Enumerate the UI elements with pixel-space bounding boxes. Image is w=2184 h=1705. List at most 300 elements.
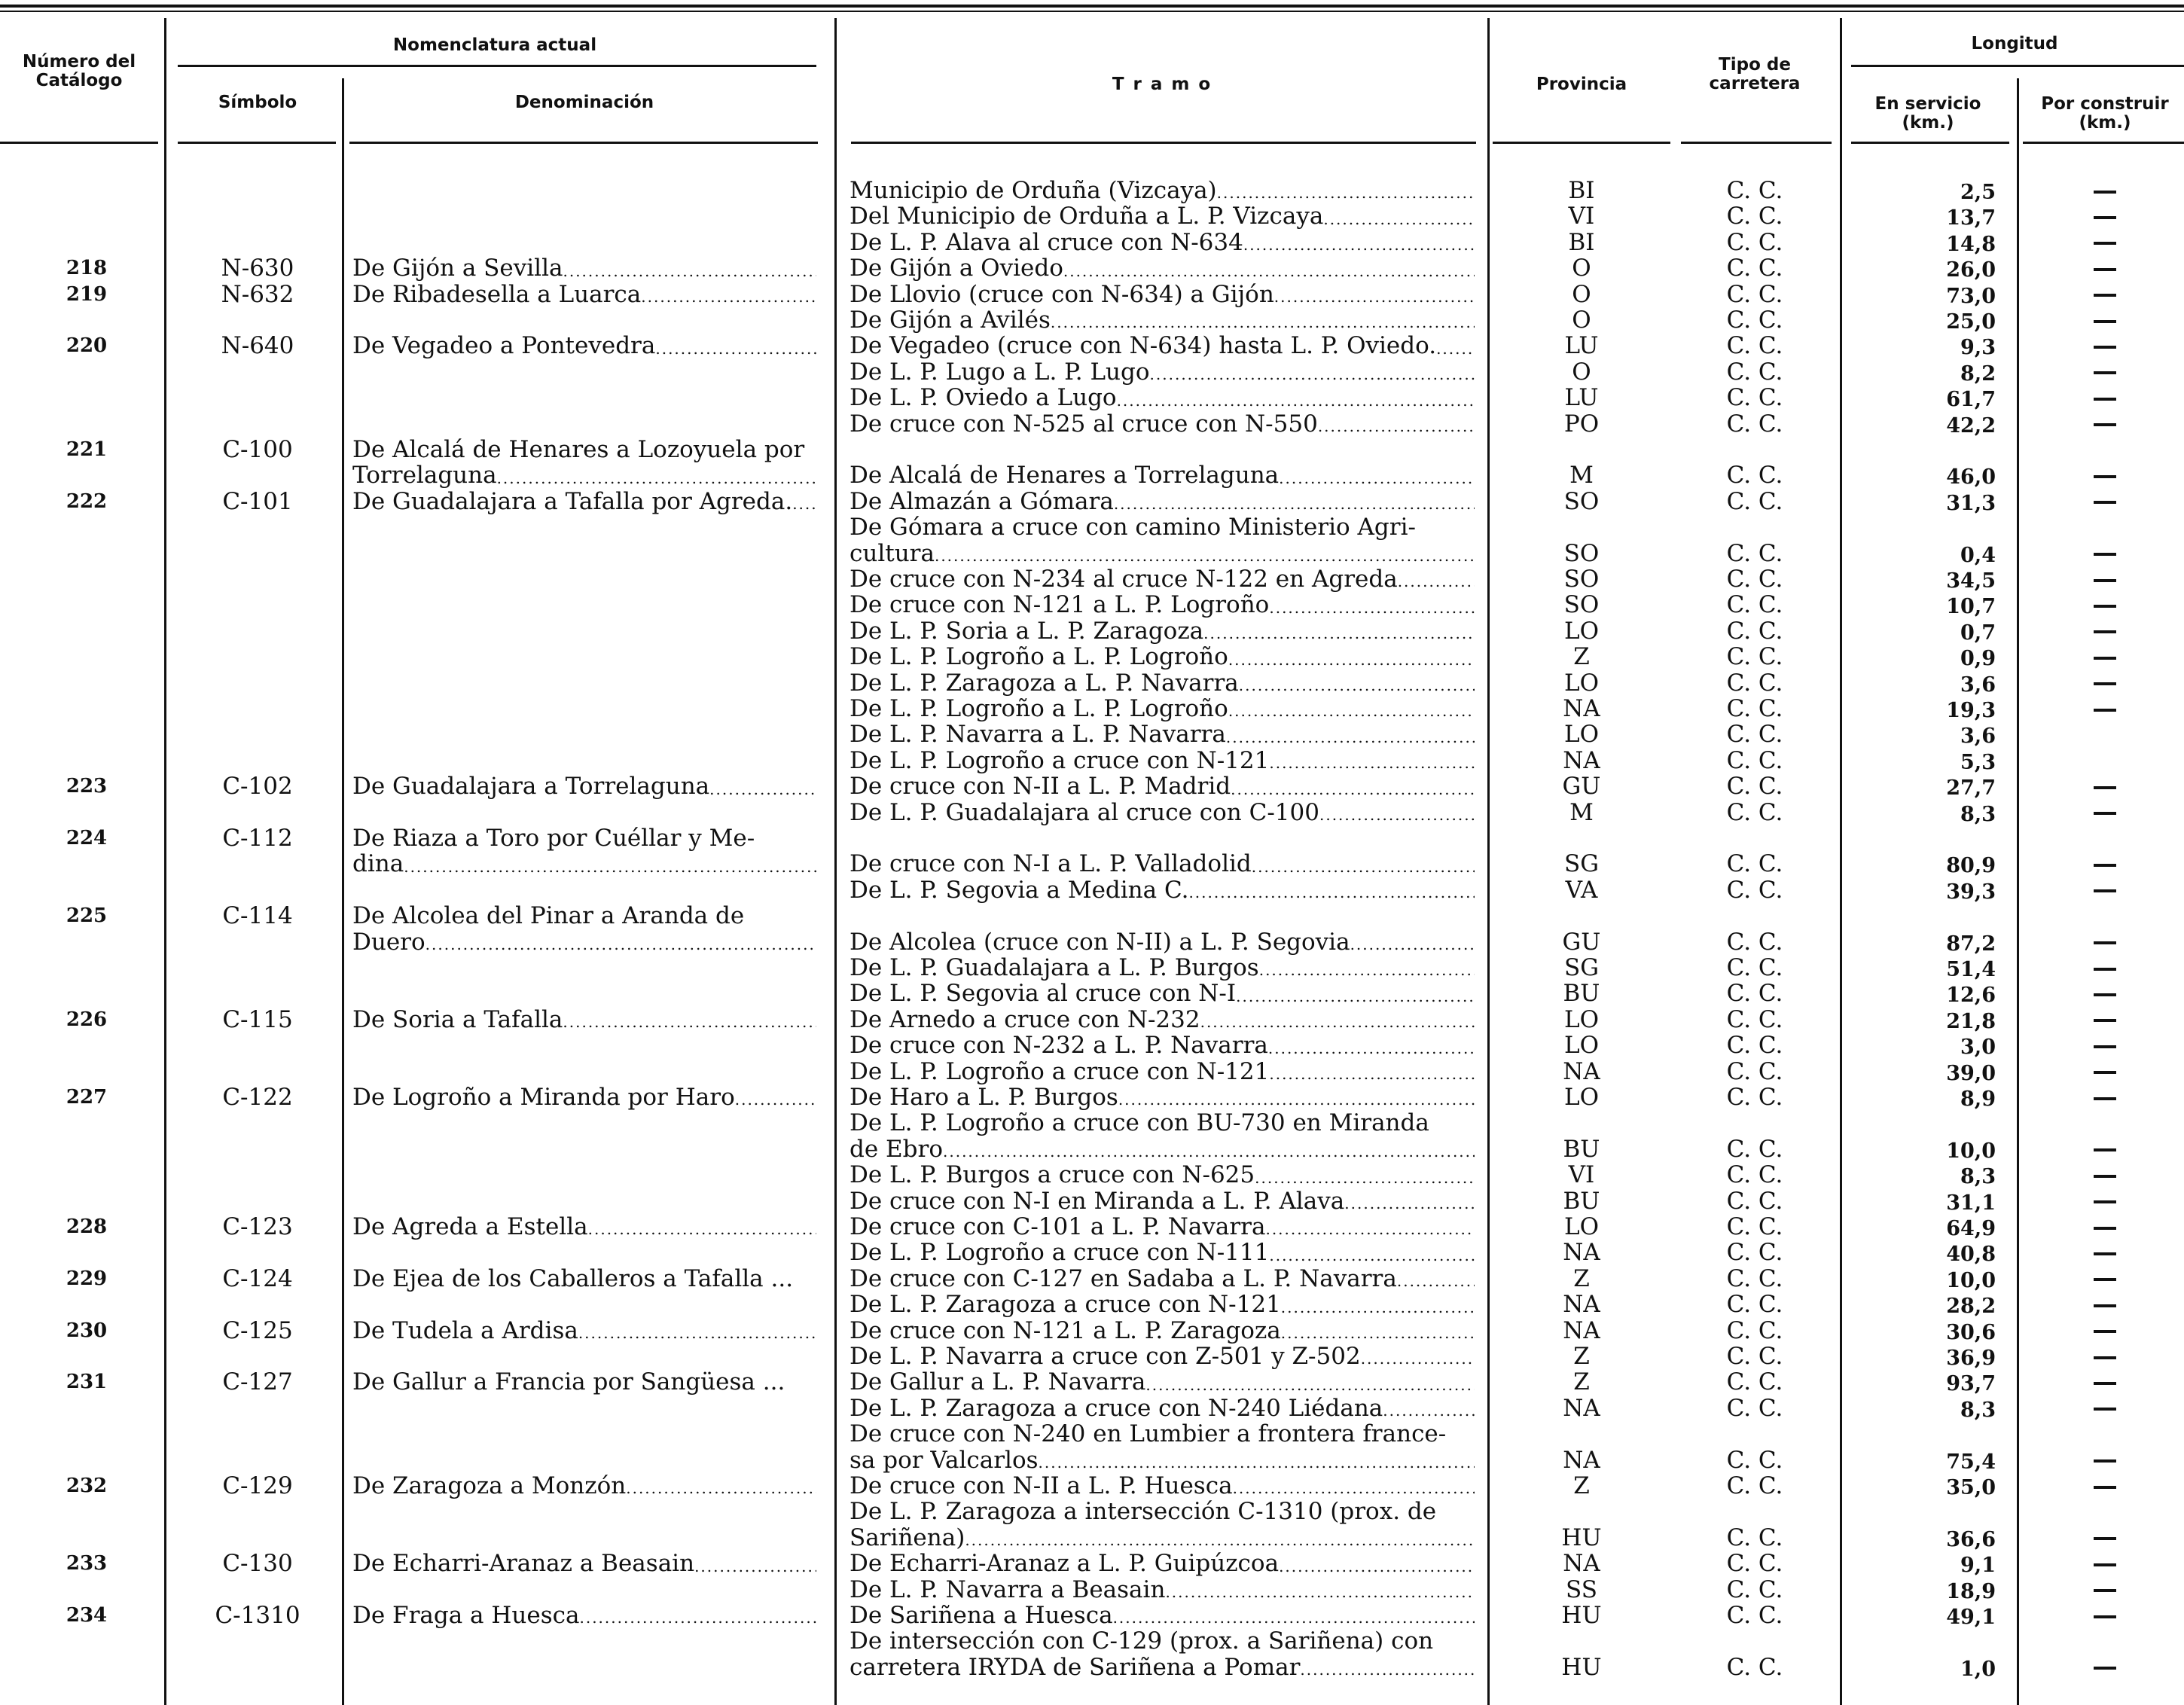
section-description	[850, 1266, 1475, 1292]
section-description	[850, 333, 1475, 358]
table-row	[0, 1577, 2184, 1603]
length-to-build	[2026, 489, 2184, 514]
leader-dots	[426, 934, 816, 955]
length-to-build	[2026, 1266, 2184, 1292]
section-description	[850, 1059, 1475, 1084]
length-in-service: 25,0	[1946, 310, 1996, 334]
header-bottom-rule-8	[2023, 142, 2184, 144]
road-type: C. C.	[1726, 539, 1783, 567]
catalog-number: 218	[66, 257, 108, 280]
length-to-build	[2026, 1188, 2184, 1214]
section-description-text: De L. P. Guadalajara a L. P. Burgos	[850, 954, 1259, 981]
catalog-number: 234	[66, 1604, 108, 1627]
road-type: C. C.	[1726, 1135, 1783, 1163]
leader-dots	[1300, 1659, 1475, 1680]
province: HU	[1561, 1602, 1602, 1629]
length-to-build	[2026, 877, 2184, 903]
section-description	[850, 1292, 1475, 1317]
province: LO	[1563, 1084, 1599, 1111]
catalog-number: 231	[66, 1371, 108, 1394]
province: M	[1569, 462, 1594, 490]
length-to-build	[2026, 1551, 2184, 1576]
section-description-text: De L. P. Logroño a cruce con N-121	[850, 1057, 1270, 1085]
table-row	[0, 1188, 2184, 1214]
road-type: C. C.	[1726, 1291, 1783, 1319]
header-tipo: Tipo de carretera	[1709, 55, 1801, 93]
section-description	[850, 1032, 1475, 1058]
length-in-service: 8,3	[1960, 1165, 1996, 1189]
section-description	[850, 877, 1475, 903]
section-description: De L. P. Logroño a cruce con BU-730 en Miranda	[850, 1109, 1429, 1137]
road-name	[352, 773, 816, 799]
road-type: C. C.	[1726, 1057, 1783, 1085]
section-description-text: De L. P. Segovia a Medina C.	[850, 876, 1189, 904]
section-description	[850, 644, 1475, 669]
length-to-build	[2026, 955, 2184, 981]
length-in-service: 36,6	[1946, 1527, 1996, 1551]
section-description-text: De Alcalá de Henares a Torrelaguna	[850, 462, 1280, 490]
section-description-text: De cruce con C-101 a L. P. Navarra	[850, 1213, 1266, 1240]
road-type: C. C.	[1726, 1550, 1783, 1578]
section-description	[850, 800, 1475, 825]
em-dash	[2094, 1227, 2116, 1230]
table-row	[0, 670, 2184, 696]
section-description-text: De cruce con N-I en Miranda a L. P. Alava	[850, 1187, 1345, 1215]
section-description	[850, 1577, 1475, 1603]
em-dash	[2094, 968, 2116, 971]
leader-dots	[1063, 261, 1475, 282]
road-name-cont-text: Duero	[352, 928, 426, 956]
em-dash	[2094, 1459, 2116, 1463]
road-symbol: C-129	[222, 1472, 293, 1499]
road-name-text: De Fraga a Huesca	[352, 1602, 580, 1629]
road-name	[352, 1473, 816, 1499]
catalog-number: 230	[66, 1319, 108, 1342]
table-row	[0, 1318, 2184, 1344]
road-type: C. C.	[1726, 695, 1783, 722]
road-name	[352, 1214, 816, 1240]
em-dash	[2094, 1278, 2116, 1281]
em-dash	[2094, 1382, 2116, 1385]
road-name-cont-text: dina	[352, 850, 404, 878]
length-in-service: 9,1	[1960, 1554, 1996, 1578]
table-row	[0, 1344, 2184, 1369]
section-description-text: De cruce con N-232 a L. P. Navarra	[850, 1032, 1268, 1060]
length-to-build	[2026, 1577, 2184, 1603]
table-row	[0, 230, 2184, 255]
length-in-service: 34,5	[1946, 569, 1996, 593]
road-symbol: C-123	[222, 1213, 293, 1240]
road-name-text: De Vegadeo a Pontevedra	[352, 332, 656, 360]
length-in-service: 10,0	[1946, 1268, 1996, 1292]
road-type: C. C.	[1726, 798, 1783, 826]
road-type: C. C.	[1726, 1032, 1783, 1060]
road-type: C. C.	[1726, 928, 1783, 956]
leader-dots	[1350, 934, 1475, 955]
length-to-build	[2026, 1007, 2184, 1032]
table-row	[0, 1292, 2184, 1317]
section-description-cont-text: de Ebro	[850, 1135, 943, 1163]
road-type: C. C.	[1726, 255, 1783, 282]
province: SO	[1563, 591, 1600, 619]
table-row	[0, 1499, 2184, 1551]
length-in-service: 8,3	[1960, 1398, 1996, 1422]
road-type: C. C.	[1726, 1239, 1783, 1267]
length-to-build	[2026, 618, 2184, 644]
section-description	[850, 307, 1475, 333]
province: Z	[1573, 1472, 1590, 1499]
road-symbol: C-115	[222, 1005, 293, 1033]
length-in-service: 73,0	[1946, 284, 1996, 308]
em-dash	[2094, 294, 2116, 297]
road-symbol: C-127	[222, 1368, 293, 1396]
road-name-text: De Tudela a Ardisa	[352, 1316, 578, 1344]
leader-dots	[1145, 1374, 1475, 1395]
header-longitud: Longitud	[1971, 34, 2058, 53]
leader-dots	[735, 1089, 816, 1110]
road-name	[352, 1318, 816, 1344]
section-description-text: De Sariñena a Huesca	[850, 1602, 1113, 1629]
leader-dots	[1150, 364, 1475, 385]
section-description-text: De Arnedo a cruce con N-232	[850, 1005, 1200, 1033]
em-dash	[2094, 657, 2116, 660]
leader-dots	[1231, 779, 1475, 800]
length-in-service: 19,3	[1946, 699, 1996, 722]
length-in-service: 5,3	[1960, 750, 1996, 774]
em-dash	[2094, 191, 2116, 194]
table-row	[0, 748, 2184, 773]
leader-dots	[1188, 882, 1475, 903]
em-dash	[2094, 993, 2116, 996]
province: GU	[1562, 773, 1601, 801]
province: NA	[1563, 1239, 1600, 1267]
road-type: C. C.	[1726, 850, 1783, 878]
section-description	[850, 411, 1475, 437]
section-description-text: De L. P. Alava al cruce con N-634	[850, 228, 1243, 256]
road-type: C. C.	[1726, 332, 1783, 360]
section-description-cont-text: carretera IRYDA de Sariñena a Pomar	[850, 1653, 1301, 1681]
length-to-build	[2026, 644, 2184, 669]
length-in-service: 18,9	[1946, 1579, 1996, 1603]
road-type: C. C.	[1726, 410, 1783, 438]
leader-dots	[1398, 571, 1475, 592]
length-in-service: 64,9	[1946, 1217, 1996, 1240]
road-type: C. C.	[1726, 643, 1783, 671]
leader-dots	[1113, 1607, 1475, 1628]
leader-dots	[709, 779, 816, 800]
section-description-cont	[850, 1447, 1475, 1473]
leader-dots	[1319, 804, 1475, 825]
province: HU	[1561, 1524, 1602, 1551]
leader-dots	[935, 545, 1475, 566]
road-type: C. C.	[1726, 746, 1783, 774]
province: Z	[1573, 1264, 1590, 1292]
section-description	[850, 178, 1475, 203]
em-dash	[2094, 553, 2116, 556]
em-dash	[2094, 889, 2116, 892]
province: NA	[1563, 1446, 1600, 1474]
road-type: C. C.	[1726, 384, 1783, 412]
road-type: C. C.	[1726, 1343, 1783, 1370]
province: BI	[1568, 228, 1595, 256]
em-dash	[2094, 1148, 2116, 1151]
header-bottom-rule-5	[1493, 142, 1670, 144]
table-row	[0, 1369, 2184, 1395]
section-description-text: De Llovio (cruce con N-634) a Gijón	[850, 280, 1274, 308]
road-type: C. C.	[1726, 280, 1783, 308]
longitud-underline	[1851, 65, 2184, 67]
length-to-build	[2026, 1447, 2184, 1473]
em-dash	[2094, 1097, 2116, 1100]
section-description	[850, 670, 1475, 696]
section-description-text: De L. P. Zaragoza a L. P. Navarra	[850, 669, 1239, 697]
leader-dots	[1268, 1038, 1475, 1059]
leader-dots	[641, 286, 816, 307]
catalog-number: 221	[66, 438, 108, 461]
section-description	[850, 255, 1475, 281]
leader-dots	[1269, 752, 1475, 773]
table-row	[0, 1628, 2184, 1680]
em-dash	[2094, 709, 2116, 712]
leader-dots	[1117, 390, 1475, 411]
em-dash	[2094, 1615, 2116, 1618]
leader-dots	[1217, 182, 1475, 203]
length-in-service: 93,7	[1946, 1372, 1996, 1396]
em-dash	[2094, 786, 2116, 789]
length-in-service: 10,7	[1946, 595, 1996, 619]
province: SG	[1563, 850, 1599, 878]
leader-dots	[1228, 700, 1475, 721]
road-type: C. C.	[1726, 177, 1783, 204]
length-to-build	[2026, 1214, 2184, 1240]
catalog-number: 229	[66, 1267, 108, 1290]
road-symbol: N-640	[221, 332, 294, 360]
length-in-service: 28,2	[1946, 1295, 1996, 1319]
province: BU	[1563, 980, 1600, 1008]
road-type: C. C.	[1726, 1213, 1783, 1240]
em-dash	[2094, 1486, 2116, 1489]
length-to-build	[2026, 1369, 2184, 1395]
section-description-cont	[850, 1655, 1475, 1680]
section-description	[850, 592, 1475, 618]
length-to-build	[2026, 203, 2184, 229]
road-name	[352, 255, 816, 281]
catalog-number: 232	[66, 1475, 108, 1497]
province: LU	[1564, 384, 1599, 412]
road-name-cont	[352, 462, 816, 488]
road-name-cont-text: Torrelaguna	[352, 462, 497, 490]
header-bottom-rule-3	[349, 142, 818, 144]
section-description-text: De Alcolea (cruce con N-II) a L. P. Segovia	[850, 928, 1350, 956]
section-description-text: De L. P. Burgos a cruce con N-625	[850, 1161, 1255, 1189]
road-name-cont	[352, 929, 816, 955]
length-to-build	[2026, 670, 2184, 696]
road-name	[352, 1084, 816, 1110]
em-dash	[2094, 1175, 2116, 1178]
em-dash	[2094, 605, 2116, 608]
header-bottom-rule-2	[178, 142, 336, 144]
section-description	[850, 462, 1475, 488]
top-rule-thin	[0, 11, 2184, 12]
em-dash	[2094, 1356, 2116, 1359]
header-tramo: T r a m o	[1112, 75, 1212, 94]
leader-dots	[1361, 1348, 1475, 1369]
province: NA	[1563, 695, 1600, 722]
province: O	[1572, 255, 1591, 282]
table-row	[0, 566, 2184, 592]
em-dash	[2094, 1667, 2116, 1670]
header-por-construir: Por construir (km.)	[2041, 94, 2169, 133]
section-description-text: De cruce con N-121 a L. P. Zaragoza	[850, 1316, 1281, 1344]
leader-dots	[1239, 675, 1475, 696]
top-rule	[0, 5, 2184, 8]
em-dash	[2094, 812, 2116, 815]
table-row	[0, 1395, 2184, 1421]
leader-dots	[1383, 1400, 1475, 1421]
section-description-cont-text: cultura	[850, 539, 935, 567]
catalog-number: 219	[66, 282, 108, 306]
table-row	[0, 1084, 2184, 1110]
section-description	[850, 721, 1475, 747]
section-description-cont-text: Sariñena)	[850, 1524, 965, 1551]
length-to-build	[2026, 359, 2184, 385]
leader-dots	[1200, 1011, 1475, 1032]
section-description-text: De cruce con C-127 en Sadaba a L. P. Navarra	[850, 1264, 1397, 1292]
province: NA	[1563, 746, 1600, 774]
length-in-service: 21,8	[1946, 1009, 1996, 1033]
road-name-text: De Zaragoza a Monzón	[352, 1472, 627, 1499]
province: LO	[1563, 1032, 1599, 1060]
section-description-text: De L. P. Logroño a cruce con N-121	[850, 746, 1270, 774]
section-description-text: De cruce con N-525 al cruce con N-550	[850, 410, 1318, 438]
header-bottom-rule-6	[1681, 142, 1832, 144]
section-description-text: De Vegadeo (cruce con N-634) hasta L. P. Oviedo.	[850, 332, 1437, 360]
section-description-text: De Echarri-Aranaz a L. P. Guipúzcoa	[850, 1550, 1280, 1578]
catalog-number: 223	[66, 775, 108, 798]
length-in-service: 14,8	[1946, 232, 1996, 256]
road-symbol: C-122	[222, 1084, 293, 1111]
length-to-build	[2026, 1292, 2184, 1317]
road-type: C. C.	[1726, 1524, 1783, 1551]
length-in-service: 80,9	[1946, 854, 1996, 878]
em-dash	[2094, 242, 2116, 245]
em-dash	[2094, 1537, 2116, 1540]
section-description	[850, 618, 1475, 644]
length-in-service: 87,2	[1946, 932, 1996, 956]
length-to-build	[2026, 592, 2184, 618]
section-description-text: De Haro a L. P. Burgos	[850, 1084, 1118, 1111]
road-name: De Ejea de los Caballeros a Tafalla ...	[352, 1264, 794, 1292]
table-row	[0, 1162, 2184, 1188]
length-in-service: 49,1	[1946, 1606, 1996, 1629]
length-in-service: 0,4	[1960, 543, 1996, 567]
length-to-build	[2026, 566, 2184, 592]
table-row	[0, 203, 2184, 229]
length-to-build	[2026, 1344, 2184, 1369]
length-to-build	[2026, 178, 2184, 203]
road-symbol: N-632	[221, 280, 294, 308]
table-row	[0, 721, 2184, 747]
road-symbol: C-112	[222, 825, 293, 852]
section-description-text: De L. P. Guadalajara al cruce con C-100	[850, 798, 1319, 826]
table-row	[0, 800, 2184, 825]
road-type: C. C.	[1726, 591, 1783, 619]
province: Z	[1573, 1343, 1590, 1370]
catalog-number: 224	[66, 827, 108, 849]
length-in-service: 40,8	[1946, 1243, 1996, 1267]
section-description-cont	[850, 541, 1475, 566]
province: BI	[1568, 177, 1595, 204]
section-description	[850, 489, 1475, 514]
province: NA	[1563, 1057, 1600, 1085]
length-to-build	[2026, 696, 2184, 721]
road-name-text: De Ribadesella a Luarca	[352, 280, 642, 308]
section-description-text: De L. P. Oviedo a Lugo	[850, 384, 1117, 412]
road-type: C. C.	[1726, 1575, 1783, 1603]
province: O	[1572, 280, 1591, 308]
section-description-text: De L. P. Navarra a cruce con Z-501 y Z-502	[850, 1343, 1361, 1370]
table-row	[0, 1473, 2184, 1499]
section-description	[850, 566, 1475, 592]
section-description-text: De L. P. Lugo a L. P. Lugo	[850, 358, 1150, 386]
length-to-build	[2026, 981, 2184, 1006]
length-to-build	[2026, 230, 2184, 255]
length-in-service: 2,5	[1960, 181, 1996, 204]
leader-dots	[1274, 286, 1475, 307]
section-description	[850, 1318, 1475, 1344]
length-in-service: 8,3	[1960, 802, 1996, 826]
section-description	[850, 1344, 1475, 1369]
length-in-service: 10,0	[1946, 1139, 1996, 1163]
province: O	[1572, 358, 1591, 386]
section-description	[850, 282, 1475, 307]
length-to-build	[2026, 929, 2184, 955]
table-row	[0, 1551, 2184, 1576]
road-symbol: C-100	[222, 436, 293, 463]
road-symbol: C-1310	[215, 1602, 300, 1629]
province: BU	[1563, 1135, 1600, 1163]
em-dash	[2094, 1408, 2116, 1411]
section-description-text: De cruce con N-121 a L. P. Logroño	[850, 591, 1270, 619]
em-dash	[2094, 1019, 2116, 1022]
leader-dots	[1259, 959, 1475, 981]
section-description	[850, 1007, 1475, 1032]
province: VI	[1568, 1161, 1595, 1189]
length-to-build	[2026, 462, 2184, 488]
length-in-service: 39,0	[1946, 1061, 1996, 1085]
leader-dots	[1051, 312, 1475, 333]
section-description-cont	[850, 1136, 1475, 1162]
length-to-build	[2026, 1525, 2184, 1551]
road-type: C. C.	[1726, 462, 1783, 490]
header-nomenclatura: Nomenclatura actual	[392, 35, 597, 55]
leader-dots	[1323, 209, 1475, 230]
road-name	[352, 1551, 816, 1576]
table-row	[0, 437, 2184, 489]
table-row	[0, 1421, 2184, 1473]
catalog-number: 233	[66, 1552, 108, 1575]
section-description: De L. P. Zaragoza a intersección C-1310 (prox. de	[850, 1498, 1437, 1526]
em-dash	[2094, 1252, 2116, 1255]
road-symbol: C-101	[222, 487, 293, 515]
em-dash	[2094, 371, 2116, 374]
road-symbol: C-114	[222, 902, 293, 930]
road-type: C. C.	[1726, 358, 1783, 386]
province: SO	[1563, 566, 1600, 593]
table-row	[0, 282, 2184, 307]
length-in-service: 51,4	[1946, 958, 1996, 981]
section-description	[850, 1162, 1475, 1188]
